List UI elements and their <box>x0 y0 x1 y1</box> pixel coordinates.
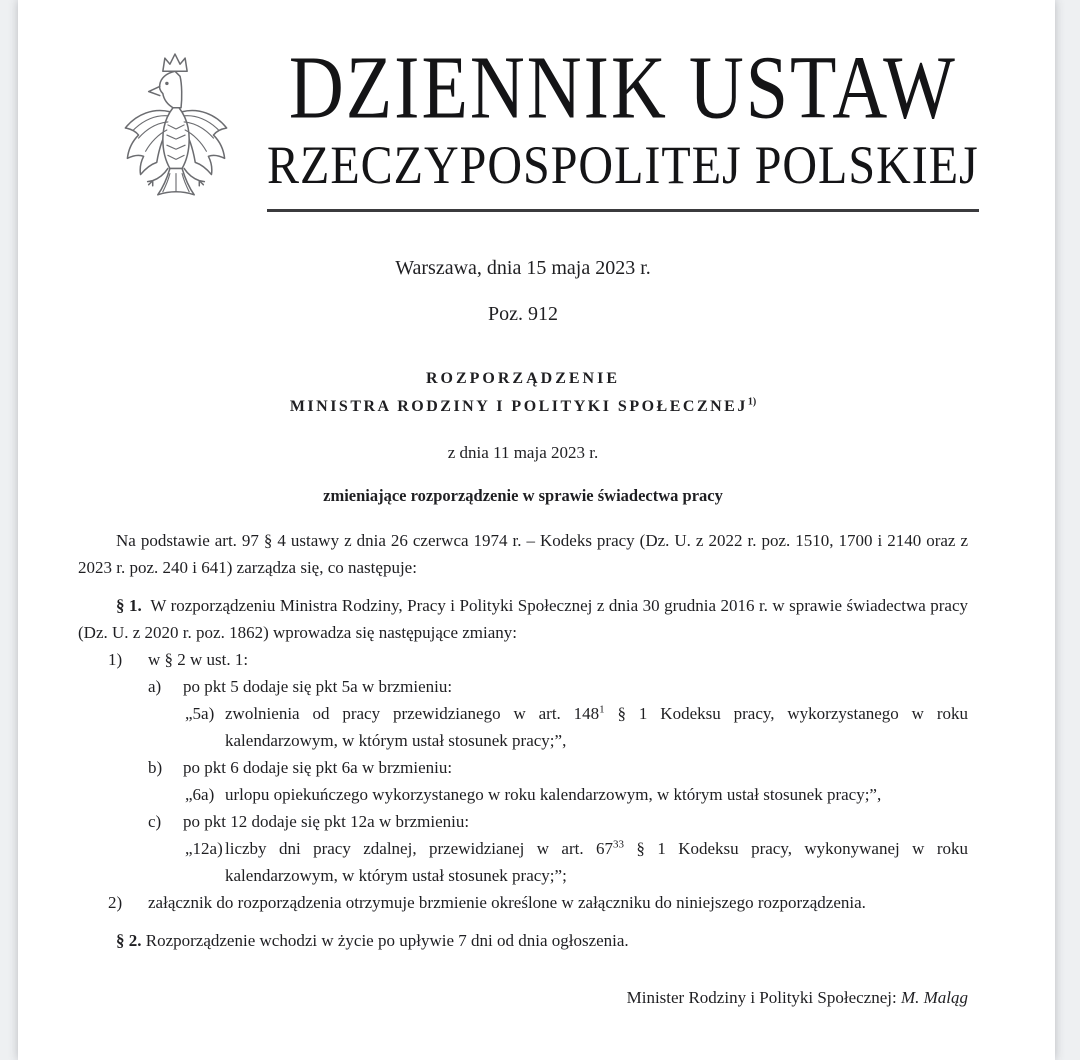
list-item-2 <box>78 889 968 916</box>
list-item-1a-text: po pkt 5 dodaje się pkt 5a w brzmieniu: <box>183 677 453 696</box>
section-2-label: § 2. <box>116 931 142 950</box>
masthead-titles <box>267 38 979 212</box>
act-issuer-heading <box>78 398 968 416</box>
quoted-point-5a-marker: „5a) <box>185 704 215 723</box>
list-item-1a <box>78 673 968 700</box>
list-item-1-text: w § 2 w ust. 1: <box>148 650 249 669</box>
list-item-1c <box>78 808 968 835</box>
masthead <box>78 38 979 212</box>
section-1-paragraph <box>78 592 968 646</box>
act-kind-heading: ROZPORZĄDZENIE <box>425 370 621 387</box>
polish-eagle-emblem-icon <box>115 50 237 210</box>
signature-line <box>78 984 968 1011</box>
quoted-point-5a-text-1: zwolnienia od pracy przewidzianego w art. 148 <box>225 704 600 723</box>
act-issuer-text: MINISTRA RODZINY I POLITYKI SPOŁECZNEJ <box>289 398 748 415</box>
dateline: Warszawa, dnia 15 maja 2023 r. <box>395 257 651 279</box>
list-item-1b-marker: b) <box>148 758 163 777</box>
quoted-point-5a-text <box>225 700 968 754</box>
quoted-point-6a-text-1: urlopu opiekuńczego wykorzystanego w roku kalendarzowym, w którym ustał stosunek pracy;”, <box>225 785 882 804</box>
quoted-point-6a-marker: „6a) <box>185 785 215 804</box>
quoted-point-5a-text-2: § 1 Kodeksu pracy, wykorzystanego w roku kalendarzowym, w którym ustał stosunek pracy;”, <box>225 704 969 750</box>
section-2-paragraph <box>78 927 968 954</box>
quoted-point-12a-marker: „12a) <box>185 839 223 858</box>
quoted-point-6a-text <box>225 781 968 808</box>
list-item-1c-marker: c) <box>148 812 162 831</box>
list-item-1b <box>78 754 968 781</box>
quoted-point-12a-text <box>225 835 968 889</box>
section-1-text: W rozporządzeniu Ministra Rodziny, Pracy i Polityki Społecznej z dnia 30 grudnia 2016 r. w sprawie świadectwa pracy (Dz. U. z 2020 r. poz. 1862) wprowadza się następujące zmiany: <box>78 596 968 642</box>
journal-subtitle: RZECZYPOSPOLITEJ POLSKIEJ <box>267 135 979 196</box>
list-item-2-marker: 2) <box>108 893 123 912</box>
list-item-1b-text: po pkt 6 dodaje się pkt 6a w brzmieniu: <box>183 758 453 777</box>
quoted-point-5a-superscript: 1 <box>599 703 605 716</box>
quoted-point-12a-superscript: 33 <box>613 838 624 851</box>
signer-role: Minister Rodziny i Polityki Społecznej: <box>626 988 901 1007</box>
list-item-1 <box>78 646 968 673</box>
list-item-1c-text: po pkt 12 dodaje się pkt 12a w brzmieniu: <box>183 812 470 831</box>
list-item-2-text: załącznik do rozporządzenia otrzymuje brzmienie określone w załączniku do niniejszego rozporządzenia. <box>148 893 866 912</box>
masthead-rule <box>267 209 979 212</box>
journal-title: DZIENNIK USTAW <box>288 38 957 138</box>
footnote-reference: 1) <box>747 396 757 408</box>
section-1-label: § 1. <box>116 596 142 615</box>
preamble-paragraph: Na podstawie art. 97 § 4 ustawy z dnia 26 czerwca 1974 r. – Kodeks pracy (Dz. U. z 2022 r. poz. 1510, 1700 i 2140 oraz z 2023 r. poz. 240 i 641) zarządza się, co następuje: <box>78 531 968 577</box>
act-body <box>78 527 968 1011</box>
section-2-text: Rozporządzenie wchodzi w życie po upływie 7 dni od dnia ogłoszenia. <box>145 931 629 950</box>
quoted-point-6a <box>78 781 968 808</box>
quoted-point-12a-text-2: § 1 Kodeksu pracy, wykonywanej w roku kalendarzowym, w którym ustał stosunek pracy;”; <box>225 839 968 885</box>
document-page <box>18 0 1055 1060</box>
list-item-1a-marker: a) <box>148 677 162 696</box>
quoted-point-12a-text-1: liczby dni pracy zdalnej, przewidzianej w art. 67 <box>225 839 613 858</box>
list-item-1-marker: 1) <box>108 650 123 669</box>
amendment-list <box>78 646 968 916</box>
quoted-point-5a <box>78 700 968 754</box>
position-number: Poz. 912 <box>488 303 558 325</box>
quoted-point-12a <box>78 835 968 889</box>
act-date: z dnia 11 maja 2023 r. <box>447 443 599 462</box>
signer-name: M. Maląg <box>900 988 968 1007</box>
act-subject: zmieniające rozporządzenie w sprawie świadectwa pracy <box>323 486 723 505</box>
